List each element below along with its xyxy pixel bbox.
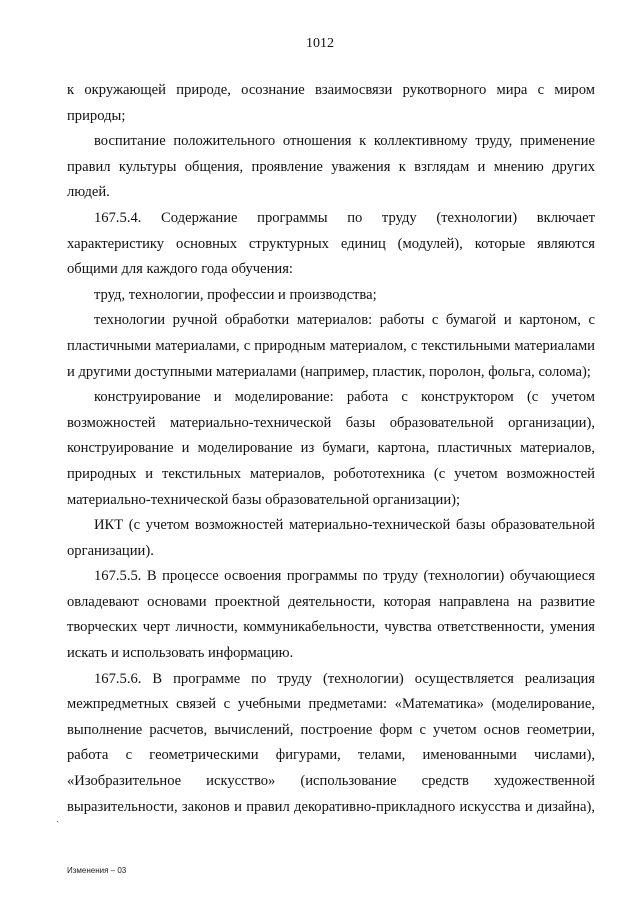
paragraph: 167.5.6. В программе по труду (технологии) осуществляется реализация межпредметных связей с учебными предметами: «Математика» (моделирование, выполнение расчетов, вычислений, построение форм с учетом основ геометрии, работа с геометрическими фигурами, телами, именованными числами), «Изобразительное искусство» (использование средств художественной выразительности, законов и правил декоративно-прикладного искусства и дизайна), <box>67 670 595 815</box>
paragraph: труд, технологии, профессии и производства; <box>94 286 377 303</box>
paragraph: к окружающей природе, осознание взаимосвязи рукотворного мира с миром природы; <box>67 82 595 124</box>
paragraph: воспитание положительного отношения к коллективному труду, применение правил культуры общения, проявление уважения к взглядам и мнению других людей. <box>67 133 595 201</box>
footer-revision: Изменения – 03 <box>67 866 127 875</box>
paragraph: технологии ручной обработки материалов: работы с бумагой и картоном, с пластичными материалами, с природным материалом, с текстильными материалами и другими доступными материалами (например, пластик, поролон, фольга, солома); <box>67 312 595 380</box>
scan-mark: ˏ <box>56 812 60 823</box>
paragraph: 167.5.5. В процессе освоения программы по труду (технологии) обучающиеся овладевают основами проектной деятельности, которая направлена на развитие творческих черт личности, коммуникабельности, чувства ответственности, умения искать и использовать информацию. <box>67 568 595 662</box>
document-body <box>67 78 595 820</box>
paragraph: конструирование и моделирование: работа с конструктором (с учетом возможностей материально-технической базы образовательной организации), конструирование и моделирование из бумаги, картона, пластичных материалов, природных и текстильных материалов, робототехника (с учетом возможностей материально-технической базы образовательной организации); <box>67 389 595 508</box>
page-number: 1012 <box>306 36 334 51</box>
paragraph: ИКТ (с учетом возможностей материально-технической базы образовательной организации). <box>67 517 595 559</box>
paragraph: 167.5.4. Содержание программы по труду (технологии) включает характеристику основных структурных единиц (модулей), которые являются общими для каждого года обучения: <box>67 209 595 278</box>
